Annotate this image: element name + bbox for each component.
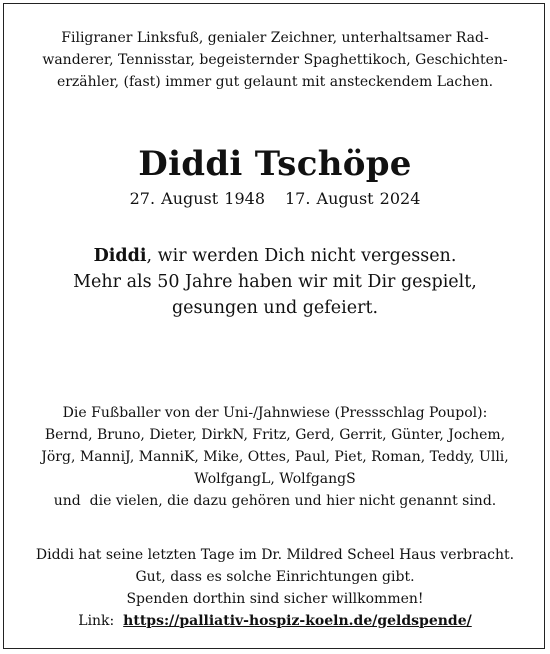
intro-line: Filigraner Linksfuß, genialer Zeichner, unterhaltsamer Rad- xyxy=(61,30,489,46)
signatories-line: Die Fußballer von der Uni-/Jahnwiese (Pressschlag Poupol): xyxy=(62,405,488,421)
deceased-name: Diddi Tschöpe xyxy=(138,144,412,184)
intro-line: wanderer, Tennisstar, begeisternder Spaghettikoch, Geschichten- xyxy=(42,52,508,68)
donation-link[interactable]: https://palliativ-hospiz-koeln.de/geldspende/ xyxy=(123,613,472,629)
signatories-line: Jörg, ManniJ, ManniK, Mike, Ottes, Paul, Piet, Roman, Teddy, Ulli, xyxy=(41,449,509,465)
birth-date: 27. August 1948 xyxy=(129,189,265,208)
farewell-message xyxy=(0,243,550,321)
signatories-line: und die vielen, die dazu gehören und hier nicht genannt sind. xyxy=(53,493,497,509)
intro-line: erzähler, (fast) immer gut gelaunt mit ansteckendem Lachen. xyxy=(56,74,494,90)
signatories xyxy=(0,402,550,512)
intro-text xyxy=(0,27,550,93)
donation-note xyxy=(0,544,550,632)
message-line: Mehr als 50 Jahre haben wir mit Dir gespielt, xyxy=(73,272,477,292)
link-label: Link: xyxy=(78,613,115,629)
message-line-rest: , wir werden Dich nicht vergessen. xyxy=(146,246,457,266)
message-line: gesungen und gefeiert. xyxy=(171,298,379,318)
donation-line: Gut, dass es solche Einrichtungen gibt. xyxy=(135,569,415,585)
donation-line: Spenden dorthin sind sicher willkommen! xyxy=(126,591,424,607)
message-line xyxy=(0,243,550,269)
message-name: Diddi xyxy=(93,246,147,266)
signatories-line: Bernd, Bruno, Dieter, DirkN, Fritz, Gerd, Gerrit, Günter, Jochem, xyxy=(44,427,506,443)
donation-line: Diddi hat seine letzten Tage im Dr. Mildred Scheel Haus verbracht. xyxy=(35,547,515,563)
donation-link-line xyxy=(0,610,550,632)
death-date: 17. August 2024 xyxy=(285,189,421,208)
signatories-line: WolfgangL, WolfgangS xyxy=(194,471,356,487)
life-dates xyxy=(0,187,550,211)
